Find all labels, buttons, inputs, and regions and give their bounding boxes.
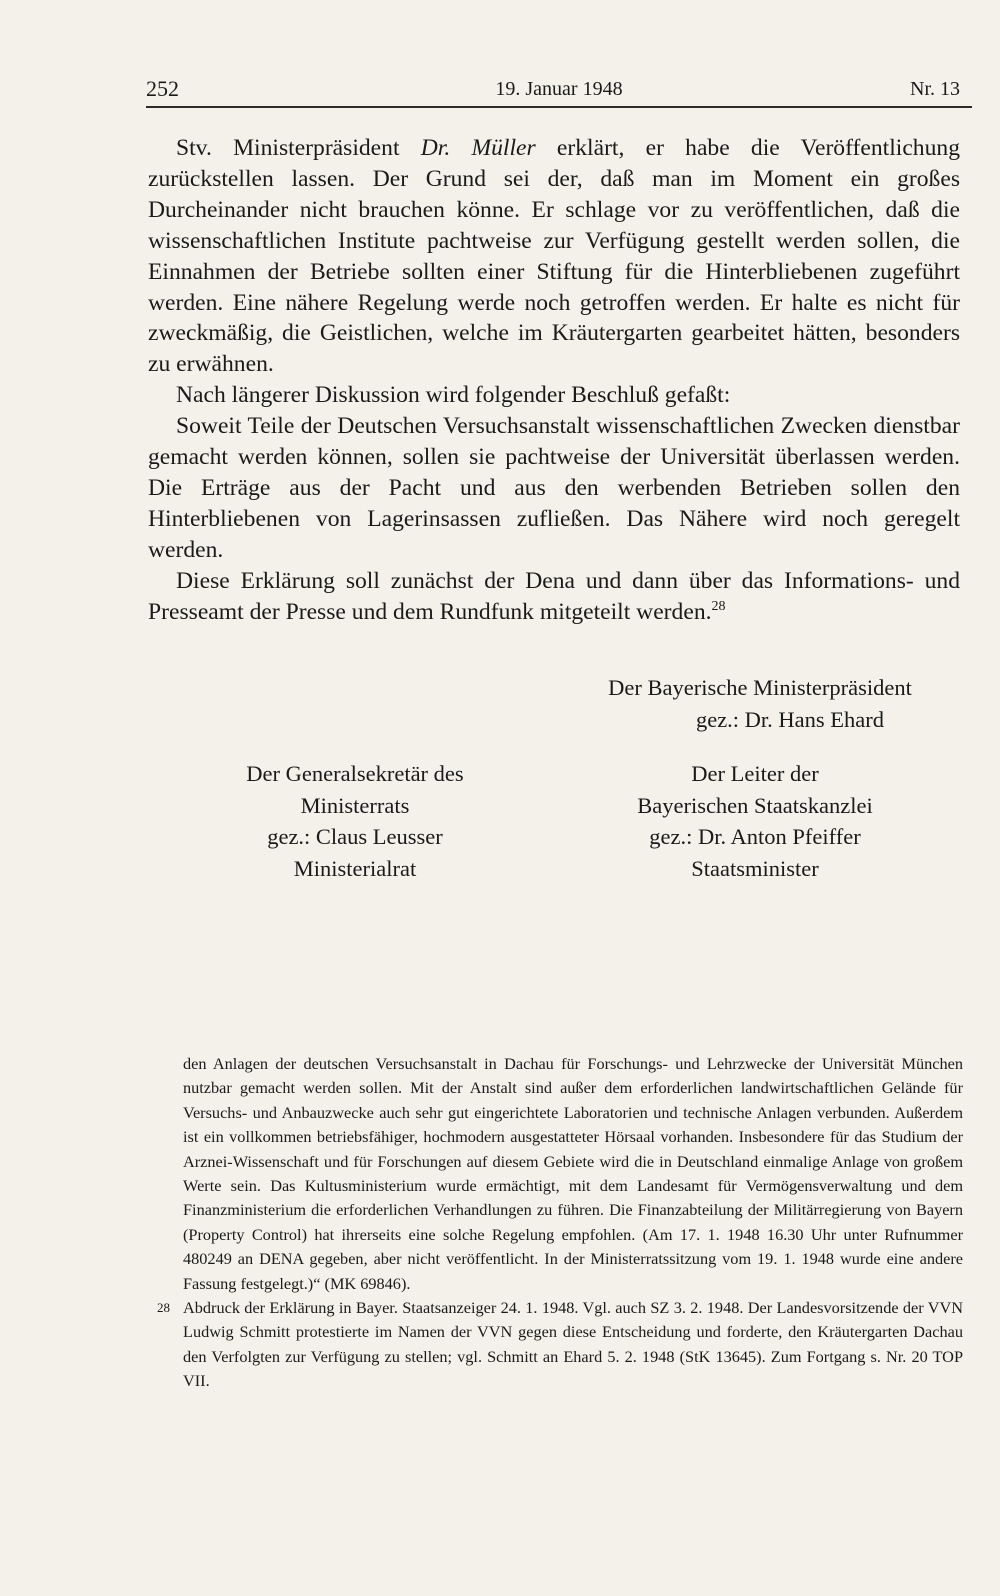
footnotes [157,1052,963,1394]
paragraph-mueller-lead: Stv. Ministerpräsident [176,135,421,161]
running-header [146,72,972,106]
signature-ministerpraesident [560,672,960,735]
signature-title-line2: Bayerischen Staatskanzlei [637,792,873,818]
footnote-reference-28: 28 [711,598,726,614]
signature-title-line1: Der Generalsekretär des [246,761,464,786]
paragraph-announcement-text: Diese Erklärung soll zunächst der Dena und dann über das Informations- und Presseamt der Presse und dem Rundfunk mitgeteilt werden. [148,567,960,625]
signature-name: gez.: Dr. Hans Ehard [695,706,885,732]
footnote-continuation: den Anlagen der deutschen Versuchsanstalt in Dachau für Forschungs- und Lehrzwecke der Universität München nutzbar gemacht werden sollen. Mit der Anstalt sind außer dem erforderlichen landwirtschaftlichen Gelände für Versuchs- und Anbauzwecke auch sehr gut eingerichtete Laboratorien und technische Anlagen verbunden. Außerdem ist ein vollkommen betriebsfähiger, hochmodern ausgestatteter Hörsaal vorhanden. Insbesondere für das Studium der Arznei-Wissenschaft und für Forschungen auf diesem Gebiete wird die in Deutschland einmalige Anlage von großem Werte sein. Das Kultusministerium wurde ermächtigt, mit dem Landesamt für Vermögensverwaltung und dem Finanzministerium die erforderlichen Verhandlungen zu führen. Die Finanzabteilung der Militärregierung von Bayern (Property Control) hat ihrerseits eine solche Regelung empfohlen. (Am 17. 1. 1948 16.30 Uhr unter Rufnummer 480249 an DENA gegeben, aber nicht veröffentlicht. In der Ministerratssitzung vom 19. 1. 1948 wurde eine andere Fassung festgelegt.)“ (MK 69846). [183,1054,963,1293]
signature-title: Der Bayerische Ministerpräsident [608,675,912,700]
paragraph-resolution: Soweit Teile der Deutschen Versuchsanstalt wissenschaftlichen Zwecken dienstbar gemacht werden können, sollen sie pachtweise der Universität überlassen werden. Die Erträge aus der Pacht und aus den werbenden Betrieben sollen den Hinterbliebenen von Lagerinsassen zufließen. Das Nähere wird noch geregelt werden. [148,413,960,563]
paragraph-discussion: Nach längerer Diskussion wird folgender Beschluß gefaßt: [176,382,731,409]
header-rule [146,106,972,108]
speaker-name: Dr. Müller [420,135,536,161]
footnote-28 [157,1296,963,1394]
signature-rank: Ministerialrat [293,855,417,881]
paragraph-mueller [148,133,960,380]
signature-name: gez.: Dr. Anton Pfeiffer [649,824,861,849]
signature-staatskanzlei [600,758,910,884]
signature-generalsekretaer [200,758,510,884]
footnote-text: Abdruck der Erklärung in Bayer. Staatsanzeiger 24. 1. 1948. Vgl. auch SZ 3. 2. 1948. Der Landesvorsitzende der VVN Ludwig Schmitt protestierte im Namen der VVN gegen diese Entscheidung und forderte, den Kräutergarten Dachau den Verfolgten zur Verfügung zu stellen; vgl. Schmitt an Ehard 5. 2. 1948 (StK 13645). Zum Fortgang s. Nr. 20 TOP VII. [183,1298,963,1391]
footnote-number: 28 [157,1300,170,1316]
document-number: Nr. 13 [910,78,960,100]
signature-name: gez.: Claus Leusser [267,824,443,849]
main-text [148,133,960,628]
signature-title-line1: Der Leiter der [691,761,819,786]
signature-rank: Staatsminister [691,855,819,881]
header-date: 19. Januar 1948 [495,78,623,100]
paragraph-announcement [148,566,960,628]
paragraph-mueller-text: erklärt, er habe die Veröffentlichung zurückstellen lassen. Der Grund sei der, daß man im Moment ein großes Durcheinander nicht brauchen könne. Er schlage vor zu veröffentlichen, daß die wissenschaftlichen Institute pachtweise zur Verfügung gestellt werden sollen, die Einnahmen der Betriebe sollten einer Stiftung für die Hinterbliebenen zugeführt werden. Eine nähere Regelung werde noch getroffen werden. Er halte es nicht für zweckmäßig, die Geistlichen, welche im Kräutergarten gearbeitet hätten, besonders zu erwähnen. [148,135,960,378]
signature-title-line2: Ministerrats [300,792,410,818]
page-number: 252 [146,76,179,101]
